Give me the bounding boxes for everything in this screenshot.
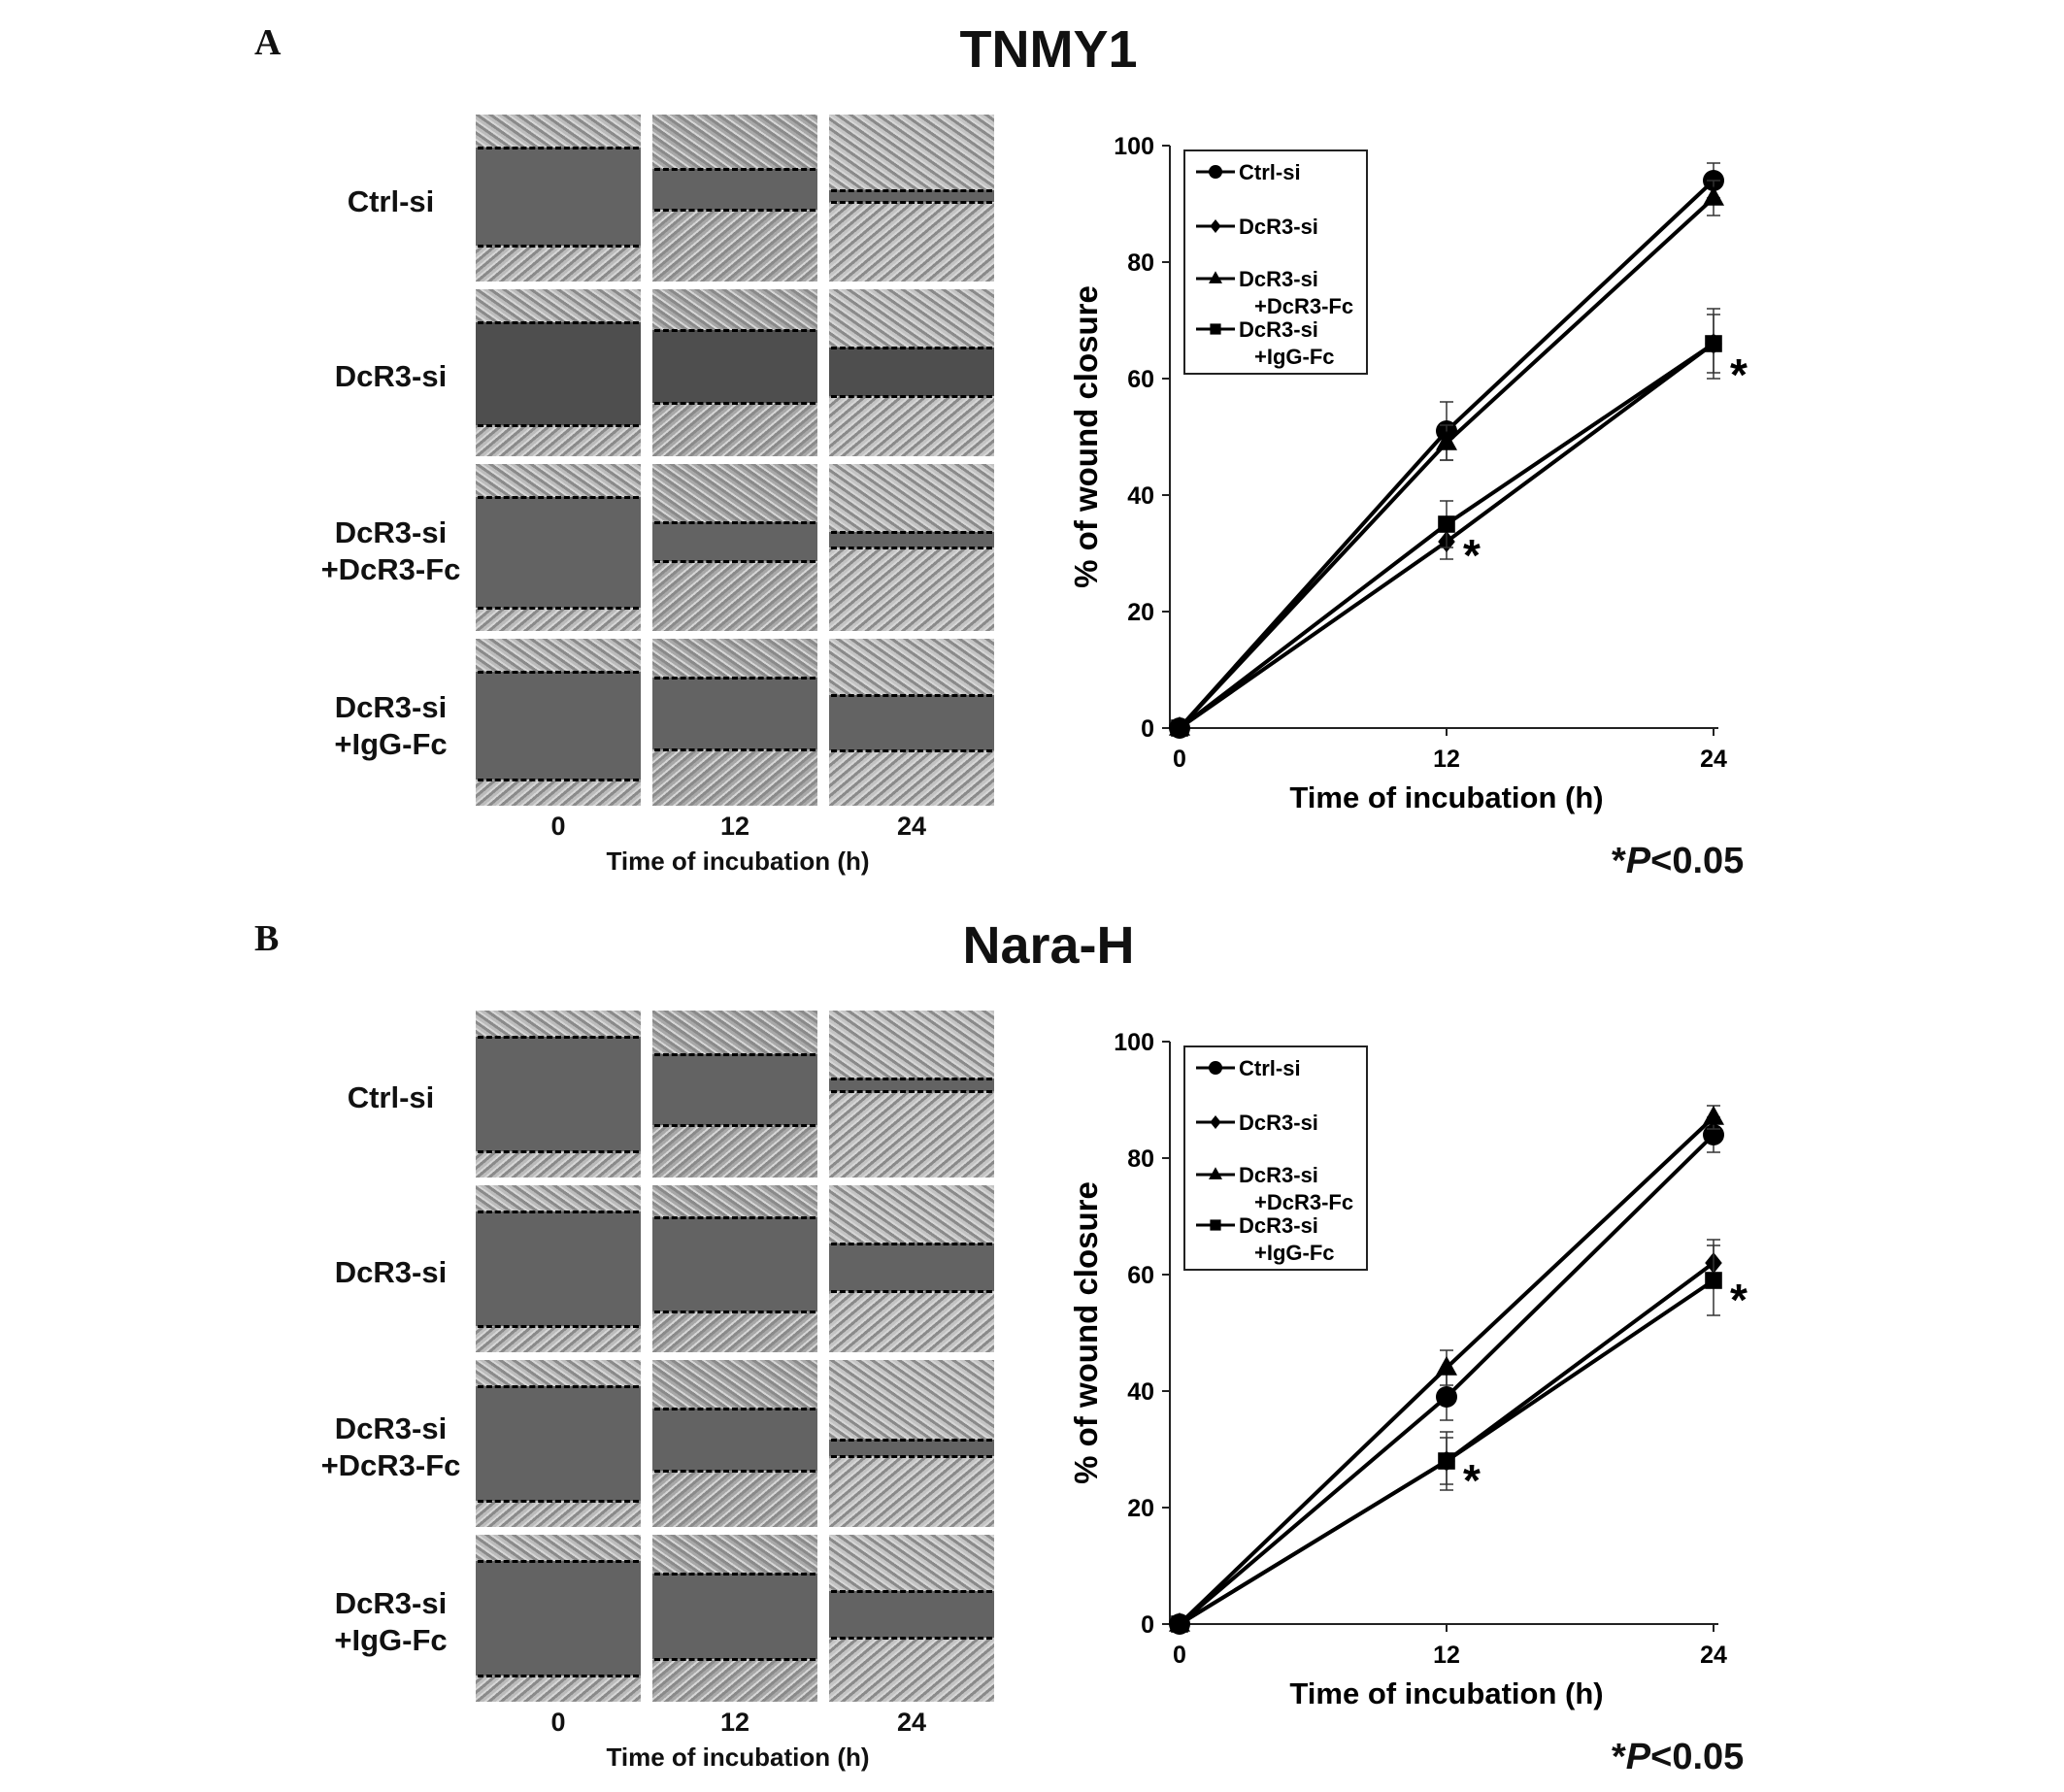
wound-edge-line — [478, 1385, 639, 1388]
micrograph-image — [476, 1185, 641, 1352]
wound-edge-line — [654, 1311, 816, 1313]
legend-label: DcR3-si — [1239, 1213, 1318, 1238]
micrograph-image — [652, 464, 817, 631]
row-label-line: Ctrl-si — [347, 184, 435, 218]
wound-gap — [652, 1409, 817, 1471]
wound-edge-line — [831, 1637, 992, 1640]
y-tick-label: 60 — [1127, 1262, 1154, 1289]
y-tick-label: 100 — [1114, 133, 1154, 160]
wound-gap — [476, 322, 641, 425]
cell-layer — [652, 403, 817, 456]
legend-marker — [1210, 323, 1220, 334]
legend-label: DcR3-si — [1239, 215, 1318, 239]
wound-edge-line — [654, 168, 816, 171]
cell-layer — [476, 425, 641, 456]
cell-layer — [652, 561, 817, 631]
micrograph-image — [829, 1185, 994, 1352]
cell-layer — [652, 1185, 817, 1217]
cell-layer — [829, 1011, 994, 1079]
p-value-threshold: <0.05 — [1650, 1737, 1745, 1777]
wound-gap — [652, 1054, 817, 1125]
micrograph-image — [652, 289, 817, 456]
wound-gap — [829, 348, 994, 396]
wound-edge-line — [478, 496, 639, 499]
cell-layer — [829, 548, 994, 631]
wound-edge-line — [478, 607, 639, 610]
row-label-line: +DcR3-Fc — [320, 552, 461, 586]
micrograph-image — [652, 1535, 817, 1702]
legend-label: +DcR3-Fc — [1254, 294, 1354, 318]
data-point — [1436, 1386, 1457, 1408]
p-value-symbol: P — [1625, 841, 1651, 881]
cell-layer — [652, 1011, 817, 1054]
cell-layer — [652, 749, 817, 806]
legend-label: +DcR3-Fc — [1254, 1190, 1354, 1214]
wound-edge-line — [654, 1573, 816, 1576]
wound-edge-line — [831, 1090, 992, 1093]
row-label-line: +IgG-Fc — [334, 727, 448, 761]
wound-edge-line — [654, 1124, 816, 1127]
wound-edge-line — [478, 1560, 639, 1563]
cell-layer — [476, 780, 641, 806]
cell-layer — [476, 1185, 641, 1211]
p-value-prefix: * — [1612, 841, 1626, 881]
wound-gap — [652, 678, 817, 749]
wound-gap — [476, 148, 641, 246]
wound-edge-line — [831, 189, 992, 192]
cell-layer — [652, 1659, 817, 1702]
wound-edge-line — [654, 329, 816, 332]
micrograph-image — [476, 639, 641, 806]
panel-letter: A — [254, 22, 282, 63]
cell-layer — [476, 1676, 641, 1702]
cell-layer — [476, 1326, 641, 1352]
wound-gap — [652, 330, 817, 403]
micrograph-image — [829, 289, 994, 456]
cell-layer — [829, 289, 994, 348]
y-tick-label: 20 — [1127, 599, 1154, 626]
wound-edge-line — [478, 1675, 639, 1677]
significance-marker: * — [1730, 349, 1748, 400]
data-point — [1703, 1106, 1724, 1125]
legend-label: DcR3-si — [1239, 267, 1318, 291]
wound-edge-line — [831, 1243, 992, 1245]
wound-gap — [476, 497, 641, 608]
cell-layer — [829, 750, 994, 806]
wound-edge-line — [654, 1408, 816, 1410]
cell-layer — [476, 464, 641, 497]
wound-edge-line — [478, 671, 639, 674]
wound-edge-line — [478, 1036, 639, 1039]
data-point — [1171, 719, 1188, 737]
row-label-line: DcR3-si — [334, 1255, 448, 1289]
cell-layer — [652, 115, 817, 169]
wound-edge-line — [478, 424, 639, 427]
wound-gap — [652, 522, 817, 561]
micrograph-image — [476, 1360, 641, 1527]
legend-label: Ctrl-si — [1239, 160, 1301, 184]
p-value-note — [1612, 1737, 1744, 1778]
cell-layer — [476, 1151, 641, 1178]
wound-gap — [829, 695, 994, 750]
legend-label: +IgG-Fc — [1254, 345, 1335, 369]
wound-edge-line — [831, 1290, 992, 1293]
cell-layer — [476, 246, 641, 282]
wound-edge-line — [654, 521, 816, 524]
wound-edge-line — [478, 1325, 639, 1328]
cell-layer — [652, 289, 817, 330]
row-label-line: DcR3-si — [334, 690, 448, 724]
y-tick-label: 0 — [1141, 715, 1154, 743]
wound-edge-line — [654, 402, 816, 405]
cell-layer — [652, 1360, 817, 1409]
legend-label: DcR3-si — [1239, 1163, 1318, 1187]
x-tick-label: 12 — [1433, 746, 1460, 773]
cell-layer — [476, 1360, 641, 1386]
wound-edge-line — [831, 694, 992, 697]
wound-gap — [829, 1440, 994, 1456]
micrograph-image — [476, 1011, 641, 1178]
cell-layer — [652, 1471, 817, 1527]
row-label-line: DcR3-si — [334, 359, 448, 393]
wound-edge-line — [654, 1658, 816, 1661]
wound-edge-line — [831, 1078, 992, 1080]
x-tick-label: 0 — [1173, 746, 1186, 773]
significance-marker: * — [1463, 1455, 1481, 1506]
wound-gap — [829, 1591, 994, 1638]
wound-edge-line — [478, 779, 639, 781]
significance-marker: * — [1463, 530, 1481, 581]
wound-gap — [476, 1037, 641, 1151]
wound-gap — [476, 1386, 641, 1501]
panel-letter: B — [254, 918, 280, 959]
line-chart — [1058, 107, 1757, 815]
row-label — [301, 689, 481, 763]
y-tick-label: 100 — [1114, 1029, 1154, 1056]
cell-layer — [476, 639, 641, 672]
micrograph-image — [476, 289, 641, 456]
panel-title: Nara-H — [962, 916, 1135, 975]
cell-layer — [476, 608, 641, 631]
wound-gap — [829, 532, 994, 548]
wound-edge-line — [831, 749, 992, 752]
row-label-line: +DcR3-Fc — [320, 1448, 461, 1482]
cell-layer — [829, 1638, 994, 1702]
micrograph-image — [476, 115, 641, 282]
row-label-line: DcR3-si — [334, 1411, 448, 1445]
wound-gap — [652, 1217, 817, 1311]
micrograph-image — [476, 464, 641, 631]
data-point — [1705, 1272, 1722, 1289]
x-axis-label: Time of incubation (h) — [1289, 1676, 1604, 1710]
cell-layer — [829, 396, 994, 456]
column-time-label: 24 — [896, 812, 927, 841]
cell-layer — [829, 202, 994, 282]
cell-layer — [829, 1291, 994, 1352]
row-label — [301, 183, 481, 220]
wound-edge-line — [478, 1211, 639, 1213]
wound-edge-line — [478, 1500, 639, 1503]
cell-layer — [652, 639, 817, 678]
wound-gap — [476, 1561, 641, 1676]
x-tick-label: 24 — [1700, 1642, 1727, 1669]
y-axis-label: % of wound closure — [1068, 285, 1104, 588]
column-time-label: 0 — [550, 1708, 566, 1737]
legend-marker — [1210, 1219, 1220, 1230]
micrograph-image — [652, 1360, 817, 1527]
y-tick-label: 0 — [1141, 1611, 1154, 1639]
micrograph-image — [829, 464, 994, 631]
legend-label: +IgG-Fc — [1254, 1241, 1335, 1265]
legend-label: DcR3-si — [1239, 1111, 1318, 1135]
cell-layer — [476, 1501, 641, 1527]
wound-edge-line — [478, 1150, 639, 1153]
cell-layer — [829, 639, 994, 695]
wound-gap — [476, 1211, 641, 1326]
y-axis-label: % of wound closure — [1068, 1181, 1104, 1484]
micrograph-image — [829, 639, 994, 806]
wound-edge-line — [654, 560, 816, 563]
y-tick-label: 40 — [1127, 482, 1154, 510]
data-point — [1438, 1452, 1455, 1470]
column-time-label: 12 — [719, 1708, 750, 1737]
wound-edge-line — [831, 395, 992, 398]
data-point — [1171, 1615, 1188, 1633]
x-axis-label: Time of incubation (h) — [1289, 780, 1604, 814]
x-tick-label: 0 — [1173, 1642, 1186, 1669]
micrograph-image — [829, 1360, 994, 1527]
wound-edge-line — [478, 147, 639, 149]
cell-layer — [829, 1360, 994, 1440]
wound-edge-line — [831, 347, 992, 349]
micrograph-image — [829, 1011, 994, 1178]
wound-edge-line — [654, 1470, 816, 1473]
y-tick-label: 80 — [1127, 1145, 1154, 1173]
column-time-label: 0 — [550, 812, 566, 841]
p-value-prefix: * — [1612, 1737, 1626, 1777]
x-tick-label: 24 — [1700, 746, 1727, 773]
row-label — [301, 514, 481, 588]
wound-edge-line — [478, 321, 639, 324]
wound-gap — [652, 169, 817, 210]
wound-edge-line — [654, 209, 816, 212]
wound-edge-line — [654, 1216, 816, 1219]
cell-layer — [652, 210, 817, 282]
column-time-label: 24 — [896, 1708, 927, 1737]
p-value-threshold: <0.05 — [1650, 841, 1745, 881]
wound-edge-line — [478, 245, 639, 248]
x-tick-label: 12 — [1433, 1642, 1460, 1669]
cell-layer — [476, 1535, 641, 1561]
panel-title: TNMY1 — [959, 20, 1138, 79]
data-point — [1705, 335, 1722, 352]
row-label — [301, 1254, 481, 1291]
row-label — [301, 1079, 481, 1116]
cell-layer — [829, 1185, 994, 1244]
cell-layer — [652, 464, 817, 522]
y-tick-label: 20 — [1127, 1495, 1154, 1522]
micrograph-image — [476, 1535, 641, 1702]
wound-edge-line — [654, 748, 816, 751]
p-value-symbol: P — [1625, 1737, 1651, 1777]
legend-label: Ctrl-si — [1239, 1056, 1301, 1080]
wound-gap — [652, 1574, 817, 1659]
cell-layer — [829, 1091, 994, 1178]
row-label-line: Ctrl-si — [347, 1080, 435, 1114]
micrograph-image — [652, 1185, 817, 1352]
micrograph-image — [829, 115, 994, 282]
cell-layer — [652, 1125, 817, 1178]
micrograph-x-axis-label: Time of incubation (h) — [606, 846, 870, 876]
cell-layer — [652, 1311, 817, 1352]
cell-layer — [476, 1011, 641, 1037]
row-label-line: DcR3-si — [334, 515, 448, 549]
row-label-line: DcR3-si — [334, 1586, 448, 1620]
cell-layer — [476, 289, 641, 322]
wound-edge-line — [831, 1590, 992, 1593]
significance-marker: * — [1730, 1275, 1748, 1325]
row-label — [301, 358, 481, 395]
row-label — [301, 1410, 481, 1484]
wound-edge-line — [831, 531, 992, 534]
wound-edge-line — [654, 1053, 816, 1056]
micrograph-image — [652, 1011, 817, 1178]
legend-label: DcR3-si — [1239, 317, 1318, 342]
legend-marker — [1209, 1061, 1222, 1075]
wound-edge-line — [831, 547, 992, 549]
cell-layer — [652, 1535, 817, 1574]
row-label-line: +IgG-Fc — [334, 1623, 448, 1657]
cell-layer — [476, 115, 641, 148]
line-chart — [1058, 1003, 1757, 1711]
row-label — [301, 1585, 481, 1659]
micrograph-image — [652, 115, 817, 282]
micrograph-image — [652, 639, 817, 806]
cell-layer — [829, 464, 994, 532]
wound-gap — [829, 1244, 994, 1291]
micrograph-x-axis-label: Time of incubation (h) — [606, 1742, 870, 1772]
p-value-note — [1612, 841, 1744, 882]
cell-layer — [829, 115, 994, 190]
wound-edge-line — [654, 677, 816, 680]
cell-layer — [829, 1535, 994, 1591]
wound-edge-line — [831, 201, 992, 204]
figure-panel-b — [0, 896, 2064, 1792]
y-tick-label: 60 — [1127, 366, 1154, 393]
legend-marker — [1209, 165, 1222, 179]
y-tick-label: 40 — [1127, 1378, 1154, 1406]
column-time-label: 12 — [719, 812, 750, 841]
wound-edge-line — [831, 1439, 992, 1442]
wound-gap — [476, 672, 641, 780]
data-point — [1438, 515, 1455, 533]
wound-edge-line — [831, 1455, 992, 1458]
cell-layer — [829, 1456, 994, 1527]
micrograph-image — [829, 1535, 994, 1702]
y-tick-label: 80 — [1127, 249, 1154, 277]
